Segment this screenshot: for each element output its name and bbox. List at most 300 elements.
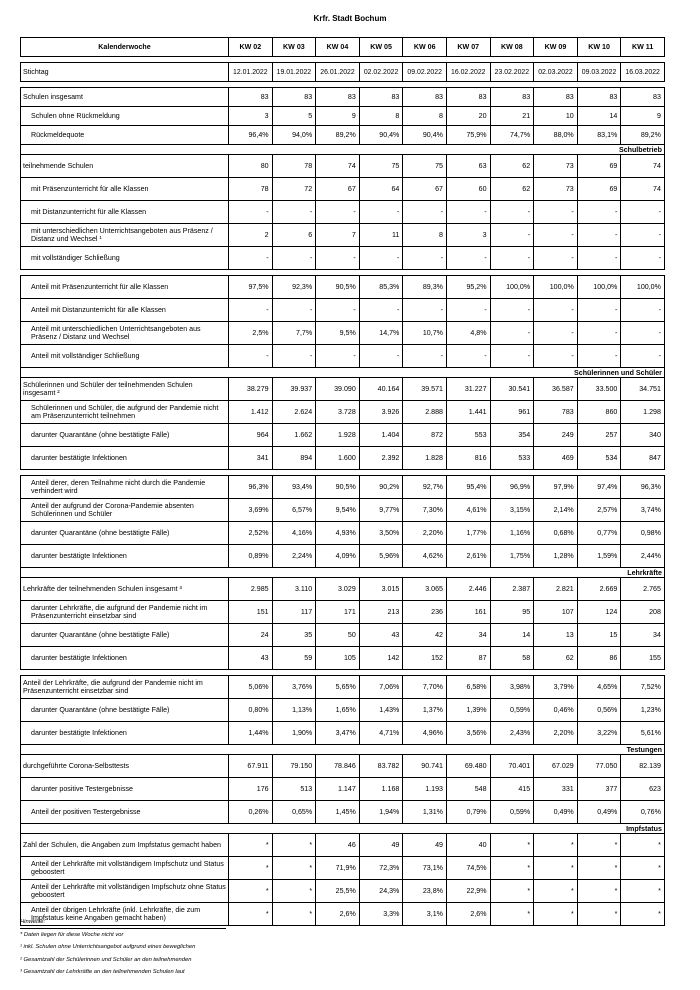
data-cell: 1,59% bbox=[577, 545, 621, 568]
data-cell: 96,3% bbox=[621, 476, 665, 499]
data-cell: 9 bbox=[621, 107, 665, 126]
data-cell: 0,68% bbox=[534, 522, 578, 545]
data-cell: 2,20% bbox=[534, 722, 578, 745]
row-label: darunter positive Testergebnisse bbox=[21, 778, 229, 801]
note-item: ¹ inkl. Schulen ohne Unterrichtsangebot aufgrund eines beweglichen bbox=[20, 944, 196, 951]
data-cell: - bbox=[403, 299, 447, 322]
data-cell: 96,3% bbox=[229, 476, 273, 499]
stichtag-date: 02.03.2022 bbox=[534, 63, 578, 82]
data-cell: 67.029 bbox=[534, 755, 578, 778]
data-cell: - bbox=[359, 247, 403, 270]
row-label: Lehrkräfte der teilnehmenden Schulen insgesamt ³ bbox=[21, 578, 229, 601]
data-cell: * bbox=[577, 857, 621, 880]
table-row bbox=[21, 401, 665, 424]
data-cell: 1,13% bbox=[272, 699, 316, 722]
data-cell: 1,37% bbox=[403, 699, 447, 722]
data-cell: 83 bbox=[577, 88, 621, 107]
data-cell: 2.392 bbox=[359, 447, 403, 470]
data-cell: 87 bbox=[446, 647, 490, 670]
data-cell: 25,5% bbox=[316, 880, 360, 903]
table-row bbox=[21, 778, 665, 801]
data-cell: 1.193 bbox=[403, 778, 447, 801]
data-cell: 73,1% bbox=[403, 857, 447, 880]
data-cell: 94,0% bbox=[272, 126, 316, 145]
data-cell: * bbox=[577, 903, 621, 926]
data-cell: 1.168 bbox=[359, 778, 403, 801]
stichtag-date: 12.01.2022 bbox=[229, 63, 273, 82]
data-cell: 100,0% bbox=[534, 276, 578, 299]
data-cell: 1.441 bbox=[446, 401, 490, 424]
stichtag-date: 19.01.2022 bbox=[272, 63, 316, 82]
table-row bbox=[21, 88, 665, 107]
data-cell: 4,71% bbox=[359, 722, 403, 745]
data-cell: 0,59% bbox=[490, 801, 534, 824]
data-cell: 469 bbox=[534, 447, 578, 470]
data-cell: 0,77% bbox=[577, 522, 621, 545]
header-row bbox=[21, 38, 665, 57]
table-row bbox=[21, 322, 665, 345]
data-cell: 83 bbox=[403, 88, 447, 107]
data-cell: 33.500 bbox=[577, 378, 621, 401]
section-blank-cell bbox=[21, 824, 229, 834]
data-cell: - bbox=[229, 201, 273, 224]
data-cell: 176 bbox=[229, 778, 273, 801]
row-label: Schulen insgesamt bbox=[21, 88, 229, 107]
table-row bbox=[21, 647, 665, 670]
data-cell: 69 bbox=[577, 155, 621, 178]
data-cell: 4,09% bbox=[316, 545, 360, 568]
data-cell: 75 bbox=[403, 155, 447, 178]
data-cell: 249 bbox=[534, 424, 578, 447]
data-cell: 15 bbox=[577, 624, 621, 647]
notes-heading: Hinweise: bbox=[20, 919, 46, 925]
data-cell: 4,61% bbox=[446, 499, 490, 522]
data-cell: 2,43% bbox=[490, 722, 534, 745]
data-cell: 97,5% bbox=[229, 276, 273, 299]
row-label: darunter Quarantäne (ohne bestätigte Fälle) bbox=[21, 624, 229, 647]
data-cell: 82.139 bbox=[621, 755, 665, 778]
data-cell: 0,49% bbox=[577, 801, 621, 824]
row-label: Anteil mit Präsenzunterricht für alle Klassen bbox=[21, 276, 229, 299]
data-cell: 151 bbox=[229, 601, 273, 624]
data-cell: - bbox=[403, 247, 447, 270]
data-cell: 4,96% bbox=[403, 722, 447, 745]
data-cell: 1,90% bbox=[272, 722, 316, 745]
data-cell: - bbox=[403, 345, 447, 368]
data-cell: 62 bbox=[534, 647, 578, 670]
data-cell: 38.279 bbox=[229, 378, 273, 401]
data-cell: 2,6% bbox=[446, 903, 490, 926]
data-cell: 4,62% bbox=[403, 545, 447, 568]
data-cell: 3.926 bbox=[359, 401, 403, 424]
row-label: Schülerinnen und Schüler der teilnehmenden Schulen insgesamt ² bbox=[21, 378, 229, 401]
data-cell: 2.624 bbox=[272, 401, 316, 424]
section-blank-cell bbox=[21, 145, 229, 155]
data-cell: - bbox=[490, 345, 534, 368]
week-header: KW 04 bbox=[316, 38, 360, 57]
stichtag-date: 02.02.2022 bbox=[359, 63, 403, 82]
table-row bbox=[21, 247, 665, 270]
row-label: darunter bestätigte Infektionen bbox=[21, 545, 229, 568]
data-cell: 1,39% bbox=[446, 699, 490, 722]
data-cell: 90.741 bbox=[403, 755, 447, 778]
row-label: Schulen ohne Rückmeldung bbox=[21, 107, 229, 126]
data-cell: 64 bbox=[359, 178, 403, 201]
data-cell: * bbox=[534, 834, 578, 857]
data-cell: 30.541 bbox=[490, 378, 534, 401]
data-cell: 100,0% bbox=[577, 276, 621, 299]
data-cell: 7,06% bbox=[359, 676, 403, 699]
data-cell: - bbox=[359, 345, 403, 368]
stichtag-date: 26.01.2022 bbox=[316, 63, 360, 82]
data-cell: - bbox=[229, 247, 273, 270]
data-cell: * bbox=[272, 903, 316, 926]
table-row bbox=[21, 378, 665, 401]
week-header: KW 10 bbox=[577, 38, 621, 57]
data-cell: 72 bbox=[272, 178, 316, 201]
data-cell: * bbox=[534, 880, 578, 903]
table-row bbox=[21, 499, 665, 522]
data-cell: * bbox=[621, 903, 665, 926]
data-cell: - bbox=[446, 299, 490, 322]
data-cell: 69 bbox=[577, 178, 621, 201]
data-cell: - bbox=[621, 247, 665, 270]
data-cell: 49 bbox=[403, 834, 447, 857]
data-cell: 2.387 bbox=[490, 578, 534, 601]
data-cell: 1,31% bbox=[403, 801, 447, 824]
data-cell: 0,59% bbox=[490, 699, 534, 722]
data-cell: - bbox=[534, 322, 578, 345]
data-cell: - bbox=[577, 299, 621, 322]
data-cell: - bbox=[272, 345, 316, 368]
data-cell: 89,3% bbox=[403, 276, 447, 299]
data-cell: - bbox=[621, 201, 665, 224]
data-cell: * bbox=[490, 834, 534, 857]
data-cell: 2 bbox=[229, 224, 273, 247]
data-cell: 14 bbox=[577, 107, 621, 126]
data-cell: 49 bbox=[359, 834, 403, 857]
data-cell: 816 bbox=[446, 447, 490, 470]
data-cell: 3 bbox=[229, 107, 273, 126]
row-label: Anteil mit unterschiedlichen Unterrichtsangeboten aus Präsenz / Distanz und Wechsel bbox=[21, 322, 229, 345]
data-cell: 34.751 bbox=[621, 378, 665, 401]
data-cell: 40.164 bbox=[359, 378, 403, 401]
data-cell: * bbox=[490, 880, 534, 903]
data-cell: 14,7% bbox=[359, 322, 403, 345]
data-cell: 894 bbox=[272, 447, 316, 470]
data-cell: 961 bbox=[490, 401, 534, 424]
row-label: darunter Quarantäne (ohne bestätigte Fälle) bbox=[21, 699, 229, 722]
data-cell: 70.401 bbox=[490, 755, 534, 778]
stichtag-date: 23.02.2022 bbox=[490, 63, 534, 82]
table-row bbox=[21, 178, 665, 201]
data-cell: * bbox=[229, 903, 273, 926]
data-cell: 5 bbox=[272, 107, 316, 126]
data-cell: 208 bbox=[621, 601, 665, 624]
data-cell: 1,75% bbox=[490, 545, 534, 568]
data-cell: 67 bbox=[316, 178, 360, 201]
data-cell: 95 bbox=[490, 601, 534, 624]
data-cell: 10,7% bbox=[403, 322, 447, 345]
school-statistics-table bbox=[20, 37, 665, 926]
data-cell: 14 bbox=[490, 624, 534, 647]
data-cell: 62 bbox=[490, 178, 534, 201]
data-cell: 964 bbox=[229, 424, 273, 447]
data-cell: * bbox=[577, 880, 621, 903]
data-cell: 6,57% bbox=[272, 499, 316, 522]
data-cell: - bbox=[577, 345, 621, 368]
row-label: Anteil mit Distanzunterricht für alle Klassen bbox=[21, 299, 229, 322]
data-cell: 142 bbox=[359, 647, 403, 670]
data-cell: 1.404 bbox=[359, 424, 403, 447]
data-cell: 78 bbox=[272, 155, 316, 178]
data-cell: 42 bbox=[403, 624, 447, 647]
data-cell: 1,94% bbox=[359, 801, 403, 824]
table-row bbox=[21, 107, 665, 126]
page-title: Krfr. Stadt Bochum bbox=[313, 14, 387, 23]
data-cell: 90,5% bbox=[316, 276, 360, 299]
stichtag-label: Stichtag bbox=[21, 63, 229, 82]
data-cell: 67.911 bbox=[229, 755, 273, 778]
data-cell: 1,28% bbox=[534, 545, 578, 568]
data-cell: 0,65% bbox=[272, 801, 316, 824]
data-cell: 71,9% bbox=[316, 857, 360, 880]
header-label: Kalenderwoche bbox=[21, 38, 229, 57]
data-cell: 3.029 bbox=[316, 578, 360, 601]
week-header: KW 09 bbox=[534, 38, 578, 57]
table-row bbox=[21, 857, 665, 880]
data-cell: 3,1% bbox=[403, 903, 447, 926]
row-label: Anteil der Lehrkräfte, die aufgrund der Pandemie nicht im Präsenzunterricht einsetzbar sind bbox=[21, 676, 229, 699]
table-row bbox=[21, 224, 665, 247]
data-cell: - bbox=[577, 322, 621, 345]
data-cell: 1.298 bbox=[621, 401, 665, 424]
data-cell: 22,9% bbox=[446, 880, 490, 903]
section-title: Schulbetrieb bbox=[229, 145, 665, 155]
week-header: KW 02 bbox=[229, 38, 273, 57]
data-cell: - bbox=[316, 201, 360, 224]
row-label: darunter Quarantäne (ohne bestätigte Fälle) bbox=[21, 424, 229, 447]
data-cell: 2.985 bbox=[229, 578, 273, 601]
data-cell: 9,54% bbox=[316, 499, 360, 522]
table-row bbox=[21, 424, 665, 447]
data-cell: 83 bbox=[229, 88, 273, 107]
data-cell: - bbox=[359, 299, 403, 322]
data-cell: 74 bbox=[316, 155, 360, 178]
note-item: ² Gesamtzahl der Schülerinnen und Schüler an den teilnehmenden bbox=[20, 956, 192, 963]
data-cell: 36.587 bbox=[534, 378, 578, 401]
data-cell: 92,7% bbox=[403, 476, 447, 499]
data-cell: - bbox=[621, 345, 665, 368]
data-cell: 83 bbox=[316, 88, 360, 107]
data-cell: 97,4% bbox=[577, 476, 621, 499]
data-cell: 74 bbox=[621, 178, 665, 201]
data-cell: * bbox=[577, 834, 621, 857]
data-cell: 63 bbox=[446, 155, 490, 178]
data-cell: 7 bbox=[316, 224, 360, 247]
data-cell: 1,45% bbox=[316, 801, 360, 824]
data-cell: 74,7% bbox=[490, 126, 534, 145]
data-cell: 83.782 bbox=[359, 755, 403, 778]
week-header: KW 08 bbox=[490, 38, 534, 57]
data-cell: 4,65% bbox=[577, 676, 621, 699]
data-cell: * bbox=[621, 857, 665, 880]
data-cell: 2.765 bbox=[621, 578, 665, 601]
row-label: darunter bestätigte Infektionen bbox=[21, 647, 229, 670]
data-cell: 8 bbox=[359, 107, 403, 126]
data-cell: 3,76% bbox=[272, 676, 316, 699]
data-cell: 0,89% bbox=[229, 545, 273, 568]
data-cell: 24 bbox=[229, 624, 273, 647]
data-cell: 2,5% bbox=[229, 322, 273, 345]
data-cell: 623 bbox=[621, 778, 665, 801]
row-label: mit Distanzunterricht für alle Klassen bbox=[21, 201, 229, 224]
data-cell: 83,1% bbox=[577, 126, 621, 145]
table-row bbox=[21, 755, 665, 778]
data-cell: 161 bbox=[446, 601, 490, 624]
week-header: KW 11 bbox=[621, 38, 665, 57]
data-cell: 553 bbox=[446, 424, 490, 447]
data-cell: 39.571 bbox=[403, 378, 447, 401]
data-cell: 257 bbox=[577, 424, 621, 447]
data-cell: 90,4% bbox=[403, 126, 447, 145]
data-cell: 90,5% bbox=[316, 476, 360, 499]
data-cell: * bbox=[229, 834, 273, 857]
data-cell: - bbox=[272, 299, 316, 322]
row-label: darunter bestätigte Infektionen bbox=[21, 447, 229, 470]
data-cell: 23,8% bbox=[403, 880, 447, 903]
data-cell: 1,44% bbox=[229, 722, 273, 745]
row-label: mit vollständiger Schließung bbox=[21, 247, 229, 270]
data-cell: - bbox=[534, 201, 578, 224]
data-cell: 152 bbox=[403, 647, 447, 670]
data-cell: 331 bbox=[534, 778, 578, 801]
data-cell: 83 bbox=[490, 88, 534, 107]
data-cell: 1.600 bbox=[316, 447, 360, 470]
table-row bbox=[21, 476, 665, 499]
data-cell: 783 bbox=[534, 401, 578, 424]
data-cell: 93,4% bbox=[272, 476, 316, 499]
data-cell: 77.050 bbox=[577, 755, 621, 778]
data-cell: 860 bbox=[577, 401, 621, 424]
row-label: darunter bestätigte Infektionen bbox=[21, 722, 229, 745]
row-label: Anteil der positiven Testergebnisse bbox=[21, 801, 229, 824]
data-cell: 548 bbox=[446, 778, 490, 801]
data-cell: 2,57% bbox=[577, 499, 621, 522]
data-cell: 3,15% bbox=[490, 499, 534, 522]
data-cell: 9 bbox=[316, 107, 360, 126]
data-cell: 847 bbox=[621, 447, 665, 470]
data-cell: 20 bbox=[446, 107, 490, 126]
data-cell: 107 bbox=[534, 601, 578, 624]
week-header: KW 06 bbox=[403, 38, 447, 57]
data-cell: 872 bbox=[403, 424, 447, 447]
table-row bbox=[21, 155, 665, 178]
stichtag-date: 09.02.2022 bbox=[403, 63, 447, 82]
data-cell: 2.446 bbox=[446, 578, 490, 601]
data-cell: 8 bbox=[403, 224, 447, 247]
data-cell: 43 bbox=[229, 647, 273, 670]
data-cell: 117 bbox=[272, 601, 316, 624]
data-cell: 0,56% bbox=[577, 699, 621, 722]
data-cell: 3,22% bbox=[577, 722, 621, 745]
data-cell: 13 bbox=[534, 624, 578, 647]
row-label: Anteil der aufgrund der Corona-Pandemie absenten Schülerinnen und Schüler bbox=[21, 499, 229, 522]
data-cell: 69.480 bbox=[446, 755, 490, 778]
data-cell: - bbox=[446, 247, 490, 270]
data-cell: - bbox=[359, 201, 403, 224]
data-cell: * bbox=[272, 857, 316, 880]
table-row bbox=[21, 545, 665, 568]
note-item: * Daten liegen für diese Woche nicht vor bbox=[20, 931, 124, 938]
data-cell: 533 bbox=[490, 447, 534, 470]
table-row bbox=[21, 676, 665, 699]
row-label: Schülerinnen und Schüler, die aufgrund der Pandemie nicht am Präsenzunterricht teilnehmen bbox=[21, 401, 229, 424]
data-cell: 0,46% bbox=[534, 699, 578, 722]
data-cell: 3,56% bbox=[446, 722, 490, 745]
data-cell: - bbox=[229, 345, 273, 368]
data-cell: 3.065 bbox=[403, 578, 447, 601]
data-cell: 1,23% bbox=[621, 699, 665, 722]
data-cell: 171 bbox=[316, 601, 360, 624]
section-header-row bbox=[21, 745, 665, 755]
section-header-row bbox=[21, 145, 665, 155]
table-row bbox=[21, 522, 665, 545]
data-cell: 78 bbox=[229, 178, 273, 201]
data-cell: 3.728 bbox=[316, 401, 360, 424]
data-cell: 79.150 bbox=[272, 755, 316, 778]
data-cell: 34 bbox=[621, 624, 665, 647]
row-label: mit unterschiedlichen Unterrichtsangeboten aus Präsenz / Distanz und Wechsel ¹ bbox=[21, 224, 229, 247]
table-row bbox=[21, 447, 665, 470]
data-cell: 3,79% bbox=[534, 676, 578, 699]
note-item: ³ Gesamtzahl der Lehrkräfte an den teilnehmenden Schulen laut bbox=[20, 969, 185, 976]
data-cell: * bbox=[621, 834, 665, 857]
data-cell: 80 bbox=[229, 155, 273, 178]
data-cell: 124 bbox=[577, 601, 621, 624]
data-cell: * bbox=[229, 880, 273, 903]
data-cell: 1,65% bbox=[316, 699, 360, 722]
table-row bbox=[21, 578, 665, 601]
data-cell: 1.828 bbox=[403, 447, 447, 470]
data-cell: - bbox=[577, 224, 621, 247]
data-cell: * bbox=[272, 834, 316, 857]
data-cell: 100,0% bbox=[490, 276, 534, 299]
data-cell: 50 bbox=[316, 624, 360, 647]
data-cell: 2,6% bbox=[316, 903, 360, 926]
data-cell: 1.412 bbox=[229, 401, 273, 424]
data-cell: * bbox=[621, 880, 665, 903]
week-header: KW 03 bbox=[272, 38, 316, 57]
data-cell: 155 bbox=[621, 647, 665, 670]
data-cell: - bbox=[316, 247, 360, 270]
row-label: Anteil der Lehrkräfte mit vollständigem Impfschutz und Status geboostert bbox=[21, 857, 229, 880]
row-label: Rückmeldequote bbox=[21, 126, 229, 145]
data-cell: 4,16% bbox=[272, 522, 316, 545]
stichtag-date: 16.03.2022 bbox=[621, 63, 665, 82]
section-blank-cell bbox=[21, 745, 229, 755]
data-cell: - bbox=[621, 299, 665, 322]
data-cell: 2.888 bbox=[403, 401, 447, 424]
table-row bbox=[21, 722, 665, 745]
data-cell: 60 bbox=[446, 178, 490, 201]
table-row bbox=[21, 624, 665, 647]
data-cell: 73 bbox=[534, 155, 578, 178]
data-cell: 2,20% bbox=[403, 522, 447, 545]
data-cell: 83 bbox=[446, 88, 490, 107]
table-row bbox=[21, 299, 665, 322]
data-cell: 6 bbox=[272, 224, 316, 247]
